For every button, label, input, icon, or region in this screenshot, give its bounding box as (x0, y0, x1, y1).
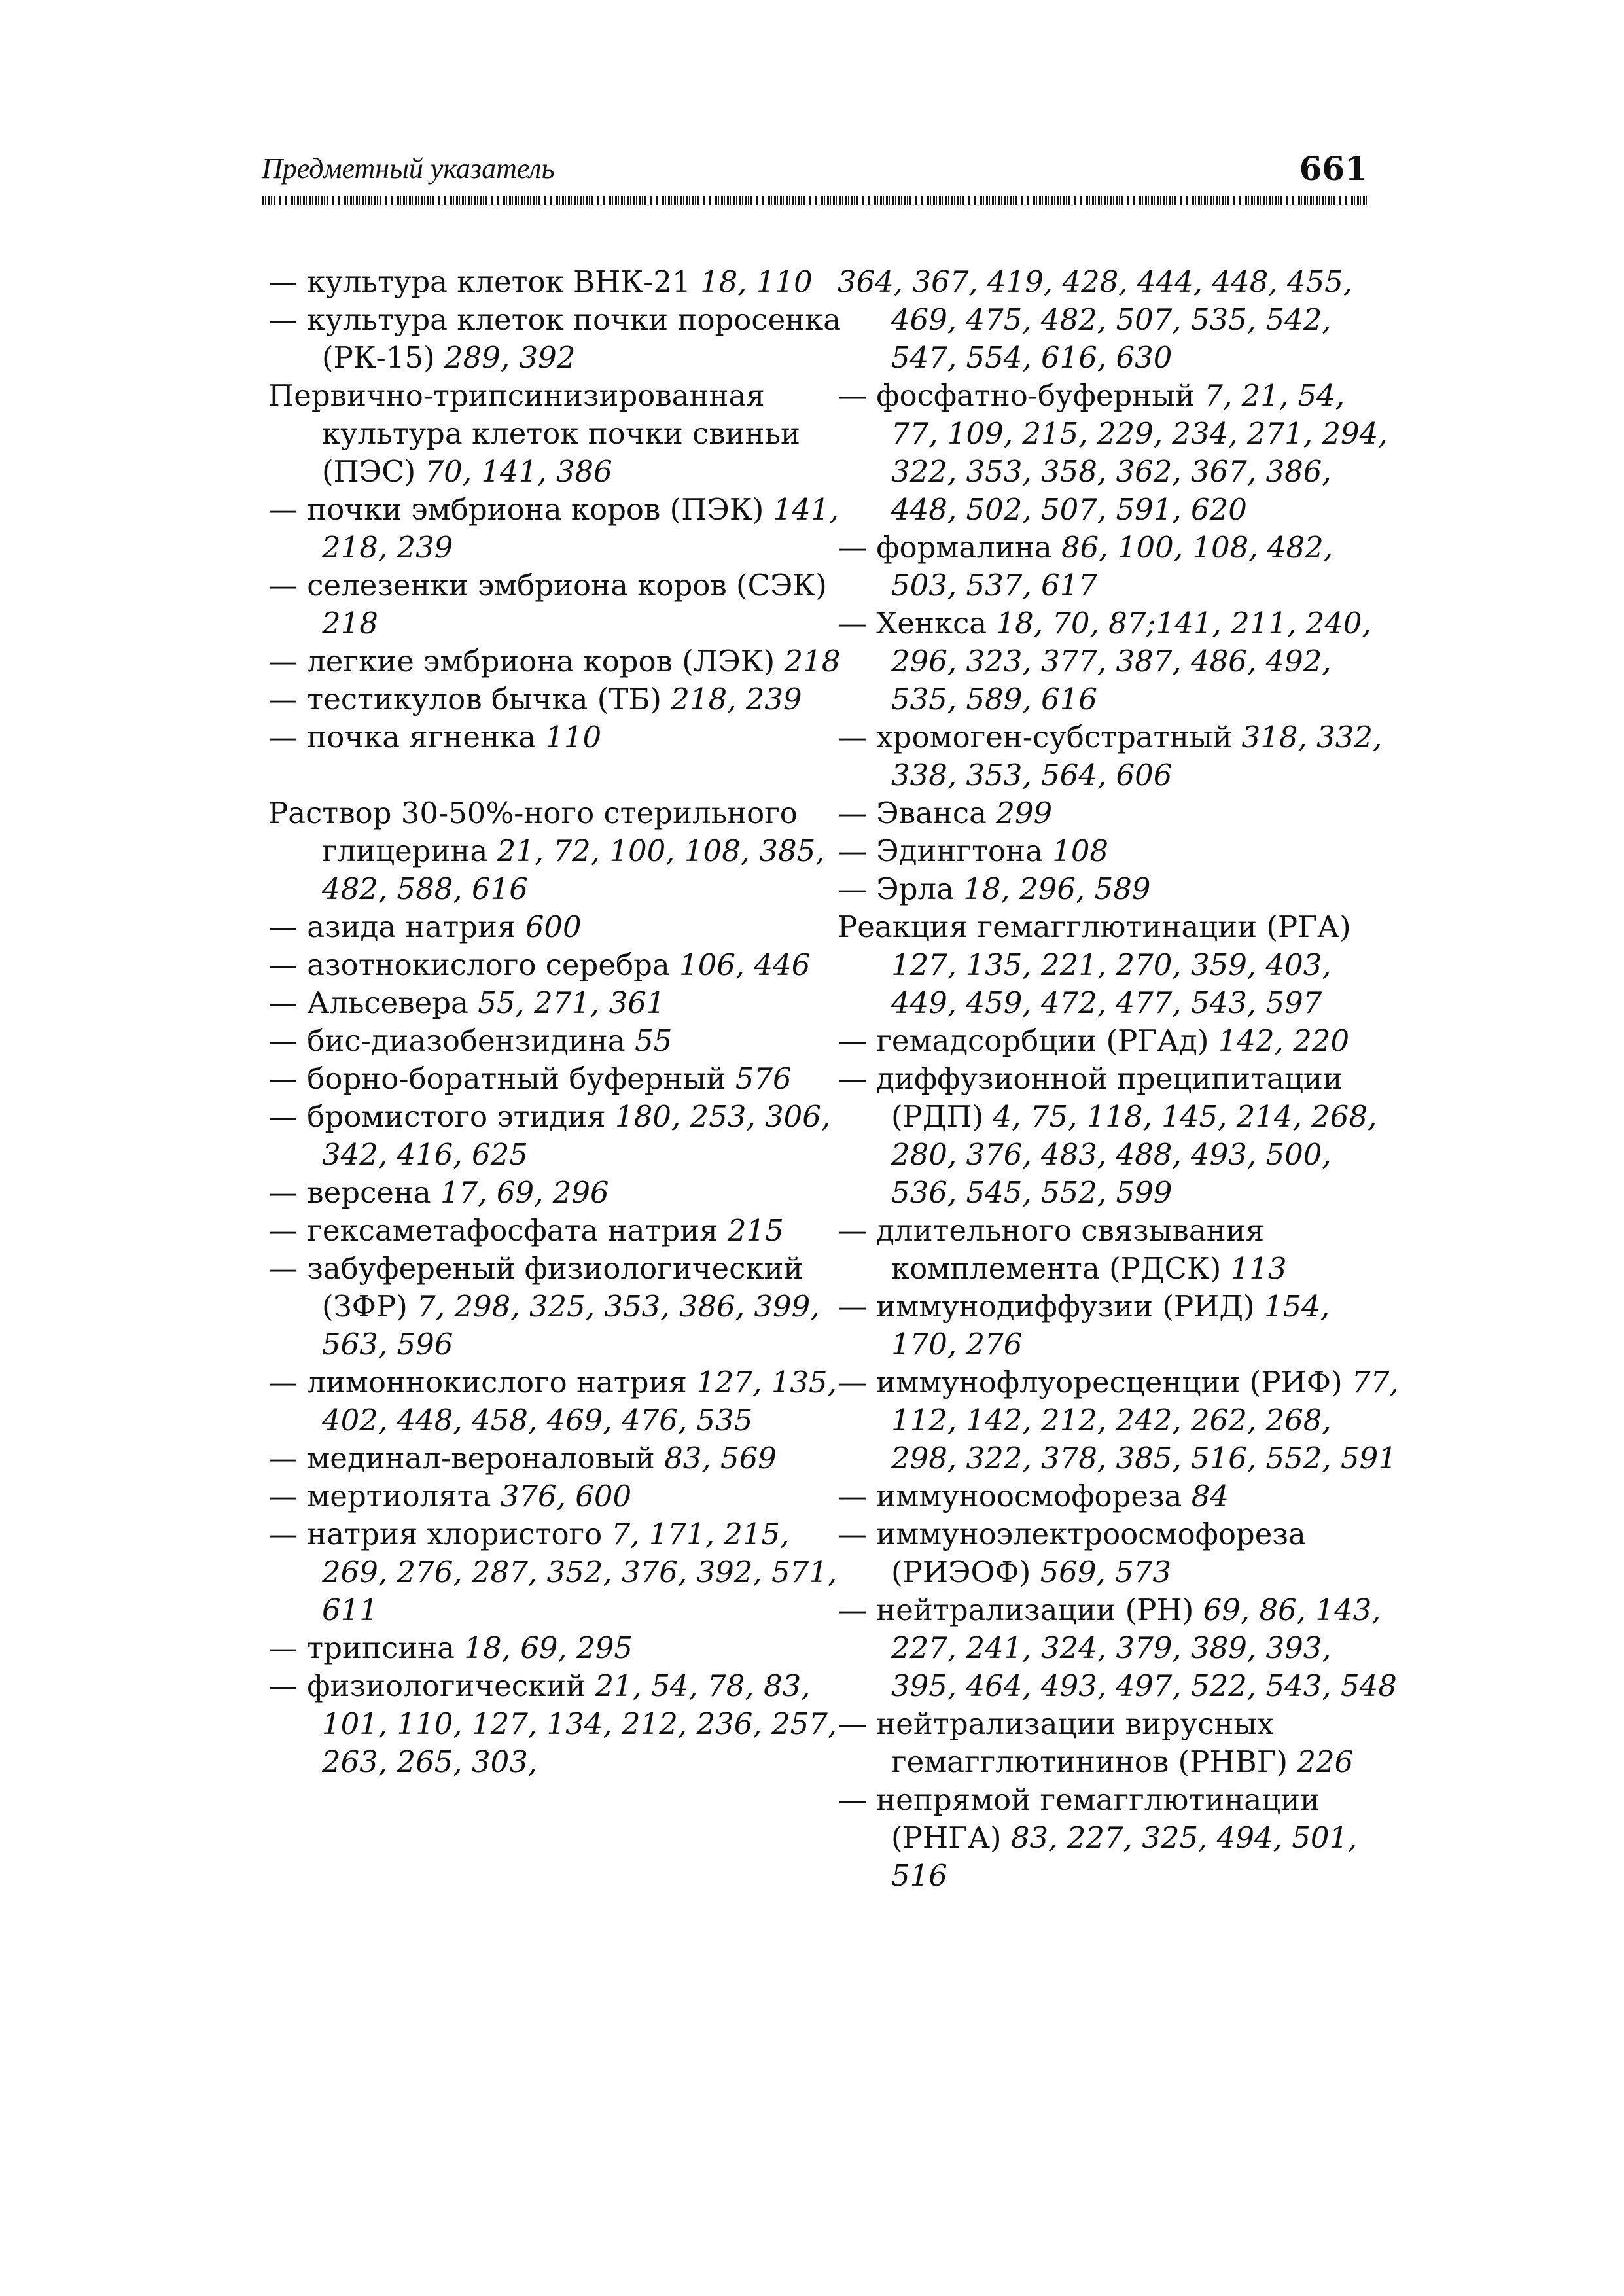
index-entry: — нейтрализации (РН) 69, 86, 143, 227, 241, 324, 379, 389, 393, 395, 464, 493, 497, 522, 543, 548 (838, 1593, 1397, 1703)
index-entry: — иммуноэлектроосмофореза (РИЭОФ) 569, 573 (838, 1517, 1306, 1589)
index-entry: — борно-боратный буферный 576 (268, 1061, 792, 1096)
index-entry: — бис-диазобензидина 55 (268, 1023, 673, 1058)
index-entry: — нейтрализации вирусных гемагглютининов (РНВГ) 226 (838, 1706, 1354, 1779)
index-entry: — версена 17, 69, 296 (268, 1175, 609, 1210)
index-entry: — Эрла 18, 296, 589 (838, 872, 1151, 906)
section-gap (268, 756, 844, 794)
index-entry: — азотнокислого серебра 106, 446 (268, 947, 811, 982)
index-entry: — гексаметафосфата натрия 215 (268, 1213, 784, 1248)
index-entry: — физиологический 21, 54, 78, 83, 101, 110, 127, 134, 212, 236, 257, 263, 265, 303, (268, 1669, 838, 1779)
index-entry: — культура клеток почки поросенка (РК-15) 289, 392 (268, 302, 841, 375)
index-entry: — Эдингтона 108 (838, 834, 1109, 868)
index-entry: — трипсина 18, 69, 295 (268, 1631, 633, 1665)
index-entry: — почки эмбриона коров (ПЭК) 141, 218, 239 (268, 492, 839, 565)
header-rule (262, 196, 1368, 205)
index-entry: — длительного связывания комплемента (РДСК) 113 (838, 1213, 1287, 1286)
index-entry: — натрия хлористого 7, 171, 215, 269, 276, 287, 352, 376, 392, 571, 611 (268, 1517, 838, 1627)
index-entry: — тестикулов бычка (ТБ) 218, 239 (268, 682, 802, 716)
right-column (838, 263, 1400, 1895)
left-column (268, 263, 844, 1781)
index-entry: — азида натрия 600 (268, 910, 582, 944)
index-entry: — иммуноосмофореза 84 (838, 1479, 1229, 1513)
index-entry: — Альсевера 55, 271, 361 (268, 985, 665, 1020)
index-entry: — бромистого этидия 180, 253, 306, 342, 416, 625 (268, 1099, 831, 1172)
index-entry-continued: 364, 367, 419, 428, 444, 448, 455, 469, 475, 482, 507, 535, 542, 547, 554, 616, 630 (838, 264, 1353, 375)
index-entry: — мертиолята 376, 600 (268, 1479, 632, 1513)
index-entry: Раствор 30-50%-ного стерильного глицерина 21, 72, 100, 108, 385, 482, 588, 616 (268, 796, 825, 906)
index-entry: Первично-трипсинизированная культура клеток почки свиньи (ПЭС) 70, 141, 386 (268, 378, 801, 489)
index-entry: — почка ягненка 110 (268, 720, 602, 754)
index-entry: — иммунодиффузии (РИД) 154, 170, 276 (838, 1289, 1330, 1362)
index-entry: — хромоген-субстратный 318, 332, 338, 353, 564, 606 (838, 720, 1383, 792)
index-entry: — Хенкса 18, 70, 87;141, 211, 240, 296, 323, 377, 387, 486, 492, 535, 589, 616 (838, 606, 1371, 716)
page-number: 661 (1299, 149, 1368, 188)
index-entry: — Эванса 299 (838, 796, 1053, 830)
index-entry: — лимоннокислого натрия 127, 135, 402, 448, 458, 469, 476, 535 (268, 1365, 837, 1438)
index-entry: — селезенки эмбриона коров (СЭК) 218 (268, 568, 827, 641)
running-title: Предметный указатель (262, 152, 555, 185)
index-entry: — культура клеток ВНК-21 18, 110 (268, 264, 813, 299)
index-entry: Реакция гемагглютинации (РГА) 127, 135, 221, 270, 359, 403, 449, 459, 472, 477, 543, 597 (838, 910, 1351, 1020)
index-entry: — гемадсорбции (РГАд) 142, 220 (838, 1023, 1350, 1058)
index-entry: — диффузионной преципитации (РДП) 4, 75, 118, 145, 214, 268, 280, 376, 483, 488, 493, 500, 536, 545, 552, 599 (838, 1061, 1377, 1210)
index-entry: — формалина 86, 100, 108, 482, 503, 537, 617 (838, 530, 1333, 603)
index-entry: — иммунофлуоресценции (РИФ) 77, 112, 142, 212, 242, 262, 268, 298, 322, 378, 385, 516, 552, 591 (838, 1365, 1399, 1475)
index-entry: — легкие эмбриона коров (ЛЭК) 218 (268, 644, 841, 679)
index-entry: — фосфатно-буферный 7, 21, 54, 77, 109, 215, 229, 234, 271, 294, 322, 353, 358, 362, 367, 386, 448, 502, 507, 591, 620 (838, 378, 1388, 527)
index-entry: — непрямой гемагглютинации (РНГА) 83, 227, 325, 494, 501, 516 (838, 1782, 1358, 1893)
index-entry: — забуференый физиологический (ЗФР) 7, 298, 325, 353, 386, 399, 563, 596 (268, 1251, 820, 1362)
index-entry: — мединал-вероналовый 83, 569 (268, 1441, 777, 1475)
page-header (262, 149, 1368, 191)
